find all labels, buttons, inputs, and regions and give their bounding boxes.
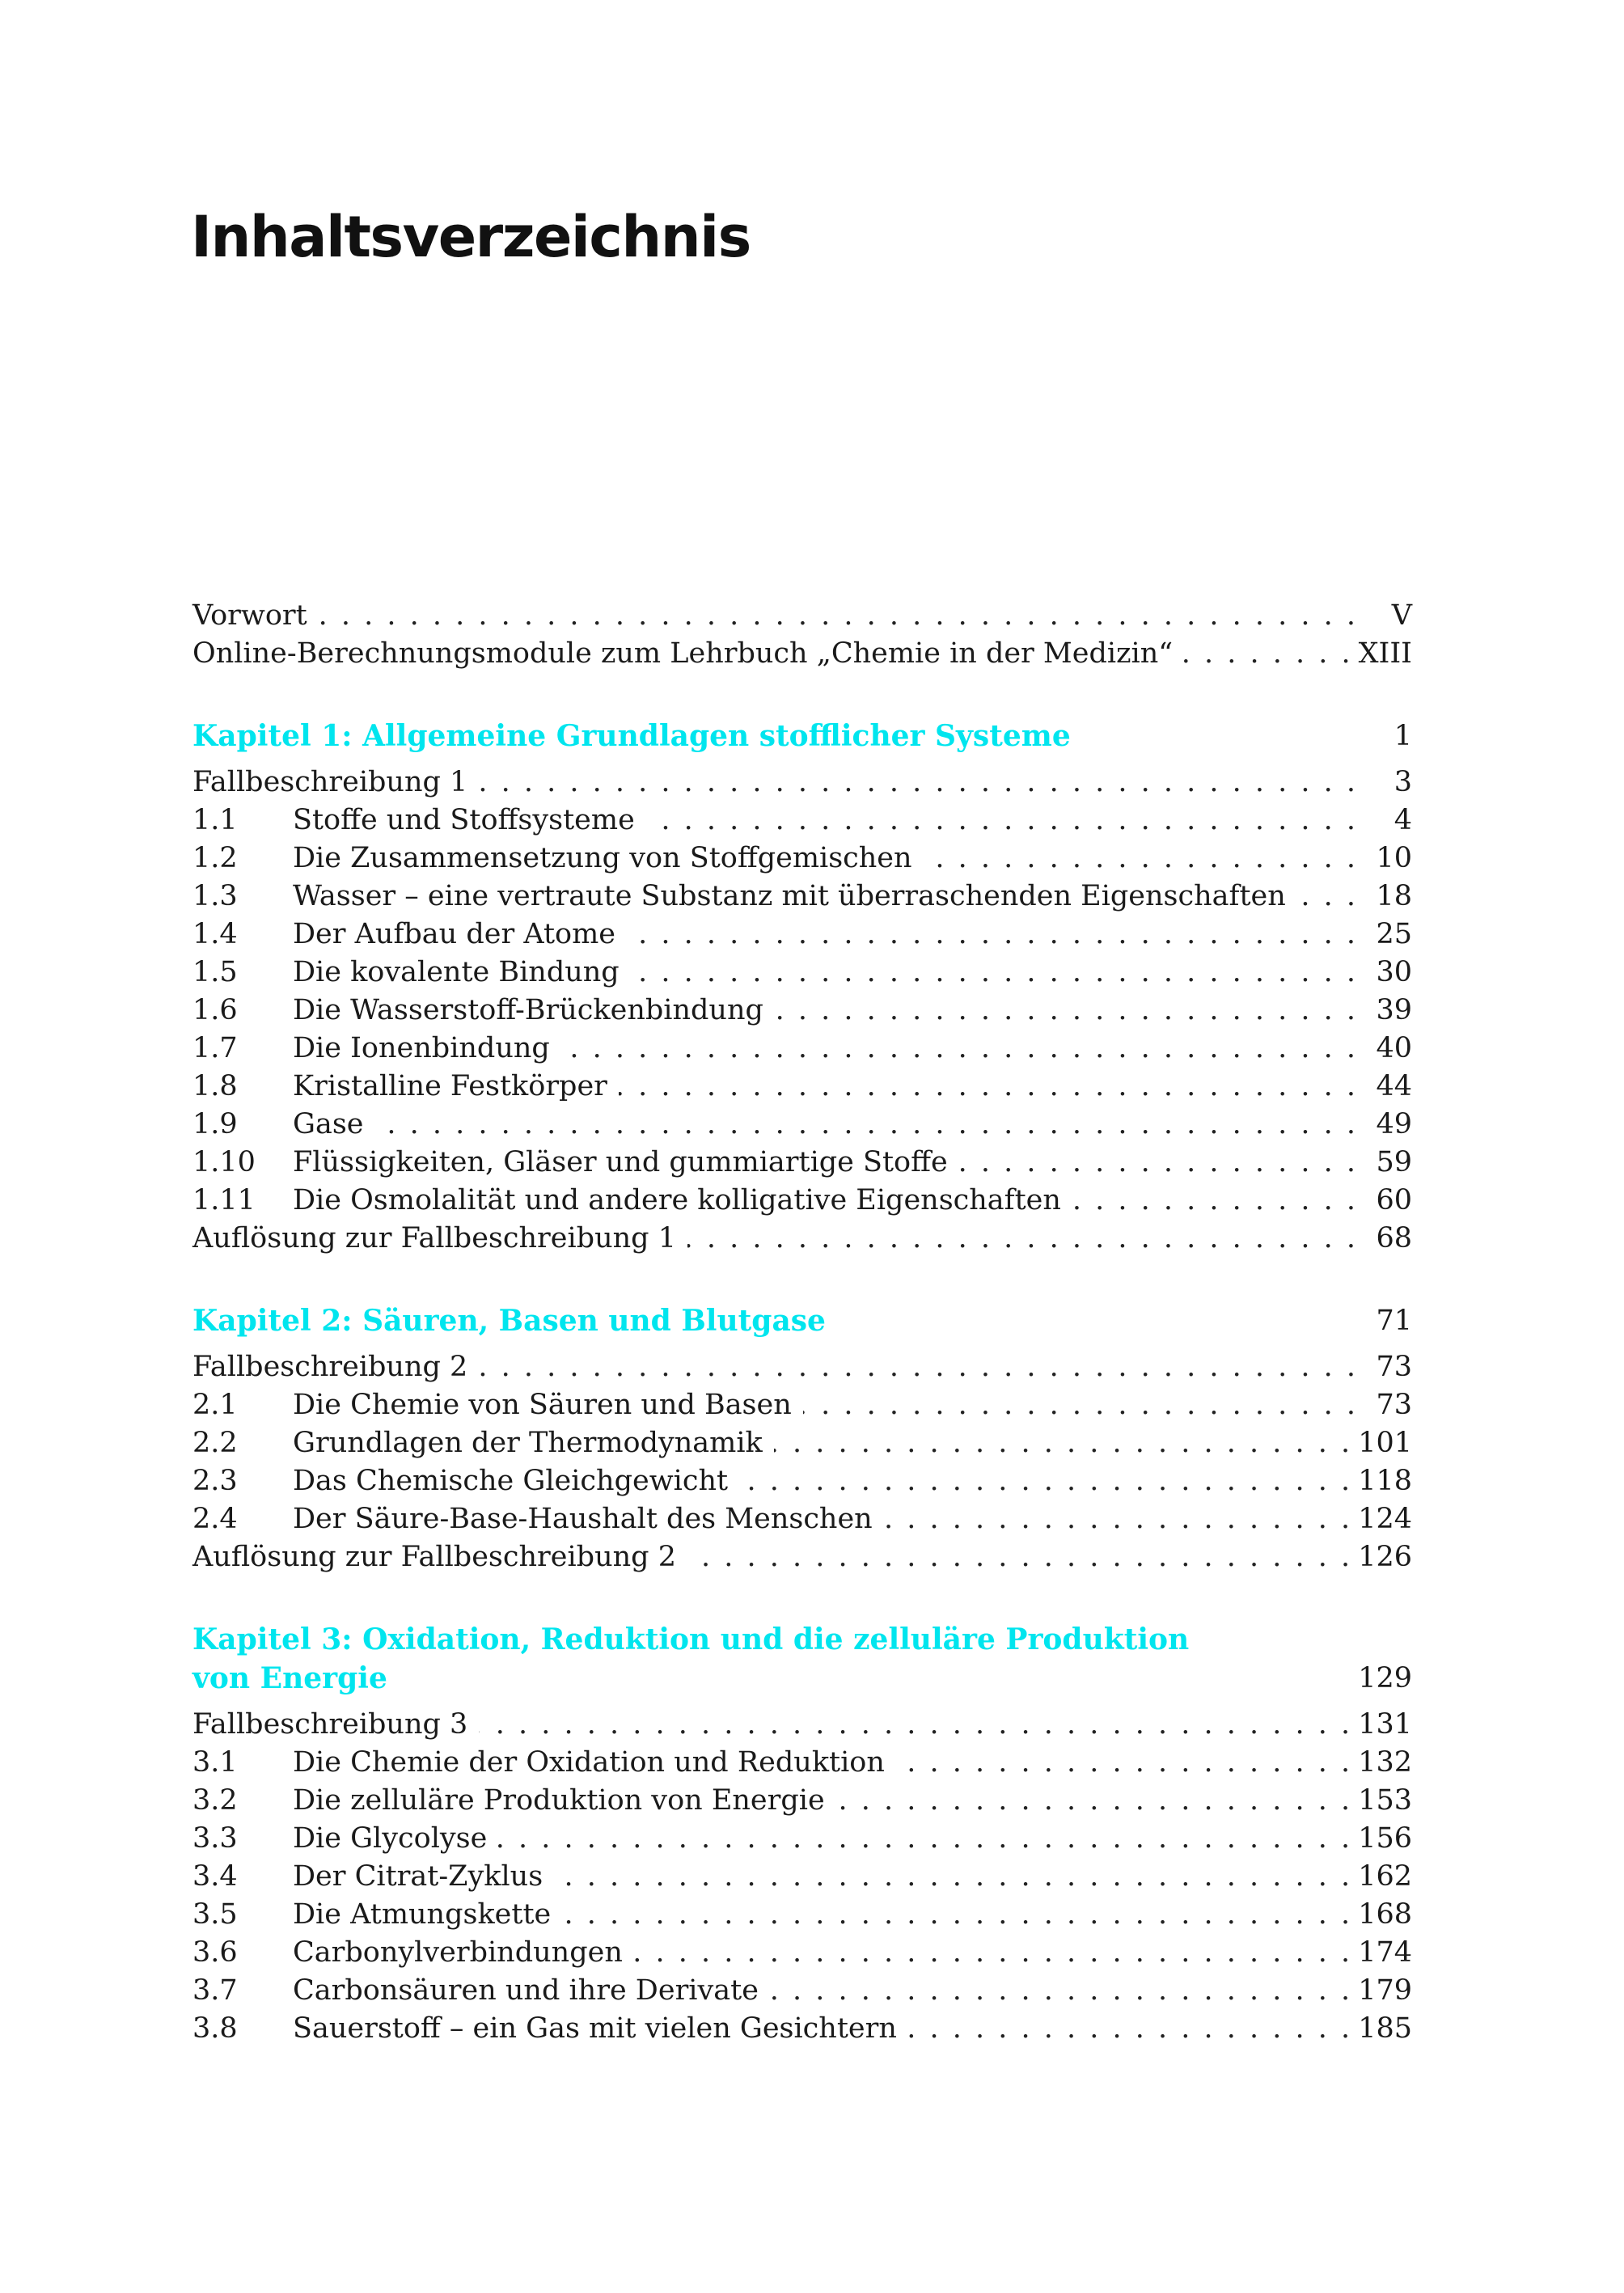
toc-entry-title: Carbonsäuren und ihre Derivate bbox=[293, 1974, 759, 2007]
toc-entry-number: 3.3 bbox=[192, 1822, 238, 1855]
toc-entry[interactable] bbox=[192, 1462, 1412, 1500]
chapter-title: Kapitel 2: Säuren, Basen und Blutgase bbox=[192, 1304, 826, 1338]
toc-entry-title: Vorwort bbox=[192, 599, 307, 632]
dot-leader bbox=[561, 1030, 1355, 1068]
toc-entry-page: 73 bbox=[1376, 1389, 1412, 1421]
dot-leader bbox=[562, 1896, 1350, 1934]
toc-entry-page: 49 bbox=[1376, 1108, 1412, 1140]
dot-leader bbox=[924, 840, 1355, 878]
toc-entry-number: 1.1 bbox=[192, 804, 238, 836]
toc-entry-page: 18 bbox=[1376, 880, 1412, 912]
dot-leader bbox=[908, 2010, 1350, 2048]
toc-entry-title: Der Säure-Base-Haushalt des Menschen bbox=[293, 1503, 873, 1535]
toc-entry-page: 162 bbox=[1358, 1860, 1412, 1893]
dot-leader bbox=[687, 1220, 1355, 1258]
dot-leader bbox=[1297, 878, 1355, 916]
dot-leader bbox=[627, 916, 1355, 954]
toc-entry-page: 132 bbox=[1358, 1746, 1412, 1779]
toc-entry-title: Die Osmolalität und andere kolligative Eigenschaften bbox=[293, 1184, 1061, 1216]
toc-entry-title: Die zelluläre Produktion von Energie bbox=[293, 1784, 825, 1817]
toc-entry-title: Die Glycolyse bbox=[293, 1822, 488, 1855]
toc-entry[interactable] bbox=[192, 802, 1412, 840]
toc-entry[interactable] bbox=[192, 1896, 1412, 1934]
toc-entry-page: 73 bbox=[1376, 1351, 1412, 1383]
toc-entry-number: 1.5 bbox=[192, 956, 238, 988]
toc-entry[interactable] bbox=[192, 2010, 1412, 2048]
toc-entry-title: Flüssigkeiten, Gläser und gummiartige Stoffe bbox=[293, 1146, 948, 1178]
toc-entry-number: 1.4 bbox=[192, 918, 238, 950]
toc-entry-page: 39 bbox=[1376, 994, 1412, 1026]
toc-entry-title: Die Chemie von Säuren und Basen bbox=[293, 1389, 792, 1421]
toc-entry-number: 1.9 bbox=[192, 1108, 238, 1140]
toc-entry-number: 2.3 bbox=[192, 1465, 238, 1497]
dot-leader bbox=[498, 1820, 1350, 1858]
toc-entry-title: Fallbeschreibung 1 bbox=[192, 766, 468, 798]
toc-entry-number: 1.11 bbox=[192, 1184, 256, 1216]
toc-entry-page: V bbox=[1391, 599, 1412, 632]
toc-entry-page: 179 bbox=[1358, 1974, 1412, 2007]
dot-leader bbox=[803, 1386, 1355, 1424]
toc-entry-number: 3.4 bbox=[192, 1860, 238, 1893]
toc-entry-page: 101 bbox=[1358, 1427, 1412, 1459]
toc-entry-page: XIII bbox=[1358, 637, 1412, 670]
toc-entry[interactable] bbox=[192, 1182, 1412, 1220]
toc-entry[interactable] bbox=[192, 1220, 1412, 1258]
toc-entry-title: Stoffe und Stoffsysteme bbox=[293, 804, 635, 836]
dot-leader bbox=[1072, 1182, 1355, 1220]
dot-leader bbox=[619, 1068, 1355, 1106]
toc-entry[interactable] bbox=[192, 1144, 1412, 1182]
toc-entry-page: 59 bbox=[1376, 1146, 1412, 1178]
dot-leader bbox=[836, 1782, 1351, 1820]
dot-leader bbox=[959, 1144, 1355, 1182]
toc-entry-page: 168 bbox=[1358, 1898, 1412, 1931]
toc-entry-number: 2.1 bbox=[192, 1389, 238, 1421]
toc-entry-page: 124 bbox=[1358, 1503, 1412, 1535]
toc-entry-page: 153 bbox=[1358, 1784, 1412, 1817]
dot-leader bbox=[739, 1462, 1350, 1500]
toc-entry-number: 1.8 bbox=[192, 1070, 238, 1102]
dot-leader bbox=[631, 954, 1355, 992]
toc-entry-page: 10 bbox=[1376, 842, 1412, 874]
toc-entry[interactable] bbox=[192, 1030, 1412, 1068]
toc-entry[interactable] bbox=[192, 878, 1412, 916]
toc-entry-title: Carbonylverbindungen bbox=[293, 1936, 623, 1969]
dot-leader bbox=[884, 1500, 1350, 1538]
toc-entry[interactable] bbox=[192, 1934, 1412, 1972]
toc-entry[interactable] bbox=[192, 1106, 1412, 1144]
toc-entry-page: 131 bbox=[1358, 1708, 1412, 1741]
toc-entry-page: 68 bbox=[1376, 1222, 1412, 1254]
toc-entry-number: 3.1 bbox=[192, 1746, 238, 1779]
toc-entry[interactable] bbox=[192, 1972, 1412, 2010]
toc-entry[interactable] bbox=[192, 1386, 1412, 1424]
toc-entry-title: Fallbeschreibung 3 bbox=[192, 1708, 468, 1741]
toc-entry[interactable] bbox=[192, 840, 1412, 878]
toc-entry-number: 1.6 bbox=[192, 994, 238, 1026]
toc-entry[interactable] bbox=[192, 1538, 1412, 1576]
dot-leader bbox=[646, 802, 1355, 840]
toc-entry-title: Die kovalente Bindung bbox=[293, 956, 620, 988]
toc-entry[interactable] bbox=[192, 954, 1412, 992]
toc-entry-number: 1.7 bbox=[192, 1032, 238, 1064]
toc-entry-title: Der Citrat-Zyklus bbox=[293, 1860, 543, 1893]
toc-entry-title: Die Atmungskette bbox=[293, 1898, 552, 1931]
toc-entry-title: Fallbeschreibung 2 bbox=[192, 1351, 468, 1383]
toc-entry-title: Die Wasserstoff-Brückenbindung bbox=[293, 994, 763, 1026]
toc-entry[interactable] bbox=[192, 916, 1412, 954]
chapter-page: 71 bbox=[1376, 1305, 1412, 1337]
toc-entry-title: Sauerstoff – ein Gas mit vielen Gesichtern bbox=[293, 2012, 897, 2045]
toc-entry[interactable] bbox=[192, 1068, 1412, 1106]
toc-entry-page: 126 bbox=[1358, 1541, 1412, 1573]
toc-entry-number: 2.2 bbox=[192, 1427, 238, 1459]
toc-entry-title: Gase bbox=[293, 1108, 364, 1140]
toc-entry[interactable] bbox=[192, 1500, 1412, 1538]
dot-leader bbox=[634, 1934, 1350, 1972]
toc-entry[interactable] bbox=[192, 764, 1412, 802]
toc-entry-page: 25 bbox=[1376, 918, 1412, 950]
toc-entry[interactable] bbox=[192, 1820, 1412, 1858]
chapter-title: Kapitel 1: Allgemeine Grundlagen stofflicher Systeme bbox=[192, 719, 1071, 753]
dot-leader bbox=[375, 1106, 1356, 1144]
toc-entry[interactable] bbox=[192, 1348, 1412, 1386]
toc-entry-title: Die Zusammensetzung von Stoffgemischen bbox=[293, 842, 912, 874]
toc-entry-number: 3.2 bbox=[192, 1784, 238, 1817]
page-title: Inhaltsverzeichnis bbox=[191, 204, 751, 270]
toc-entry[interactable] bbox=[192, 1782, 1412, 1820]
dot-leader bbox=[774, 1424, 1350, 1462]
dot-leader bbox=[479, 764, 1355, 802]
table-of-contents bbox=[192, 597, 1412, 2048]
toc-entry-page: 3 bbox=[1394, 766, 1412, 798]
toc-entry[interactable] bbox=[192, 1744, 1412, 1782]
chapter-heading-1[interactable] bbox=[192, 717, 1412, 755]
chapter-page: 1 bbox=[1394, 720, 1412, 752]
dot-leader bbox=[554, 1858, 1350, 1896]
toc-entry-page: 4 bbox=[1394, 804, 1412, 836]
chapter-page: 129 bbox=[1358, 1662, 1412, 1694]
toc-entry-page: 174 bbox=[1358, 1936, 1412, 1969]
toc-entry-title: Wasser – eine vertraute Substanz mit überraschenden Eigenschaften bbox=[293, 880, 1286, 912]
toc-entry-title: Kristalline Festkörper bbox=[293, 1070, 607, 1102]
dot-leader bbox=[687, 1538, 1350, 1576]
toc-entry-number: 1.2 bbox=[192, 842, 238, 874]
toc-entry-title: Der Aufbau der Atome bbox=[293, 918, 616, 950]
dot-leader bbox=[775, 992, 1355, 1030]
toc-entry-title: Die Chemie der Oxidation und Reduktion bbox=[293, 1746, 885, 1779]
chapter-title: Kapitel 3: Oxidation, Reduktion und die zelluläre Produktion von Energie bbox=[192, 1622, 1190, 1695]
toc-entry-number: 3.5 bbox=[192, 1898, 238, 1931]
dot-leader bbox=[479, 1706, 1350, 1744]
dot-leader bbox=[896, 1744, 1350, 1782]
dot-leader bbox=[479, 1348, 1355, 1386]
toc-entry-page: 118 bbox=[1358, 1465, 1412, 1497]
toc-entry[interactable] bbox=[192, 1706, 1412, 1744]
toc-entry-title: Die Ionenbindung bbox=[293, 1032, 550, 1064]
toc-entry-number: 2.4 bbox=[192, 1503, 238, 1535]
toc-entry-title: Auflösung zur Fallbeschreibung 1 bbox=[192, 1222, 676, 1254]
toc-entry-title: Grundlagen der Thermodynamik bbox=[293, 1427, 763, 1459]
toc-entry-page: 40 bbox=[1376, 1032, 1412, 1064]
toc-entry[interactable] bbox=[192, 1858, 1412, 1896]
toc-entry-number: 3.8 bbox=[192, 2012, 238, 2045]
toc-entry-page: 44 bbox=[1376, 1070, 1412, 1102]
toc-entry-number: 1.3 bbox=[192, 880, 238, 912]
chapter-heading-2[interactable] bbox=[192, 1301, 1412, 1340]
toc-entry-title: Online-Berechnungsmodule zum Lehrbuch „Chemie in der Medizin“ bbox=[192, 637, 1174, 670]
dot-leader bbox=[770, 1972, 1350, 2010]
toc-entry-number: 1.10 bbox=[192, 1146, 256, 1178]
toc-entry-page: 30 bbox=[1376, 956, 1412, 988]
toc-entry-vorwort[interactable] bbox=[192, 597, 1412, 635]
toc-entry-page: 185 bbox=[1358, 2012, 1412, 2045]
dot-leader bbox=[319, 597, 1355, 635]
toc-entry-title: Das Chemische Gleichgewicht bbox=[293, 1465, 729, 1497]
toc-entry-online-modules[interactable] bbox=[192, 635, 1412, 673]
dot-leader bbox=[1184, 635, 1350, 673]
toc-entry-page: 156 bbox=[1358, 1822, 1412, 1855]
toc-entry-page: 60 bbox=[1376, 1184, 1412, 1216]
chapter-heading-3[interactable] bbox=[192, 1620, 1412, 1698]
toc-entry-number: 3.6 bbox=[192, 1936, 238, 1969]
toc-entry-title: Auflösung zur Fallbeschreibung 2 bbox=[192, 1541, 676, 1573]
toc-entry-number: 3.7 bbox=[192, 1974, 238, 2007]
toc-entry[interactable] bbox=[192, 1424, 1412, 1462]
toc-entry[interactable] bbox=[192, 992, 1412, 1030]
